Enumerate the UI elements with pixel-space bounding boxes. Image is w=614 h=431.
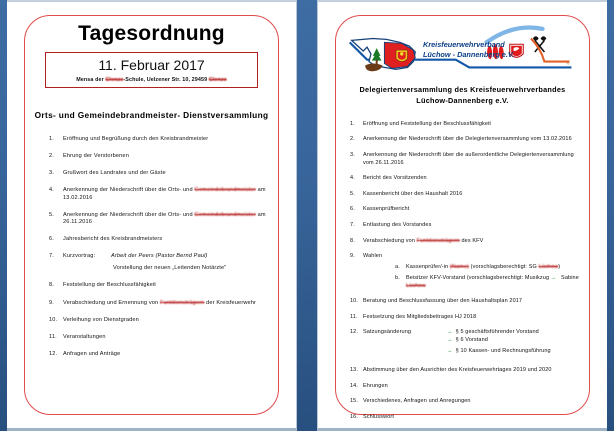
agenda-item	[49, 153, 272, 161]
redacted-text: Funktionsträgern	[160, 299, 205, 306]
agenda-item-text: Anerkennung der Niederschrift über die außerordentliche Delegiertenversammlung vom 26.11.2016	[363, 151, 574, 166]
agenda-item	[350, 206, 583, 214]
agenda-item	[49, 170, 272, 178]
logo-graphic	[342, 20, 583, 82]
agenda-item-text: Anerkennung der Niederschrift über die Delegiertenversammlung vom 13.02.2016	[363, 136, 572, 143]
section-heading: Orts- und Gemeindebrandmeister- Dienstversammlung	[34, 110, 269, 120]
document-page-right[interactable]	[317, 0, 607, 431]
agenda-item-text: Wahlen	[363, 253, 383, 260]
agenda-item-text: Beratung und Beschlussfassung über den Haushaltsplan 2017	[363, 298, 523, 305]
agenda-subitem	[395, 264, 583, 272]
agenda-item-text: Festsetzung des Mitgliedsbeitrages HJ 2018	[363, 313, 477, 320]
agenda-item-text: Schlusswort	[363, 413, 394, 420]
date-box	[45, 52, 258, 88]
arrow-row	[447, 348, 551, 356]
agenda-item	[350, 329, 583, 359]
agenda-item	[350, 136, 583, 144]
logo-line-2: Lüchow - Dannenberg e.V.	[422, 49, 515, 59]
agenda-item	[350, 121, 583, 129]
subitem-text: Beisitzer KFV-Vorstand (vorschlagsberechtigt: Musikzug	[406, 274, 551, 281]
agenda-item-text: Entlastung des Vorstandes	[363, 221, 432, 228]
agenda-item	[49, 317, 272, 325]
agenda-item-label: Satzungsänderung	[363, 329, 412, 336]
agenda-item	[49, 212, 272, 227]
agenda-item	[350, 298, 583, 306]
agenda-sublist	[363, 264, 583, 291]
agenda-item	[49, 300, 272, 308]
subitem-text-post: (vorschlagsberechtigt: SG	[468, 264, 539, 271]
agenda-subitem	[395, 275, 583, 291]
agenda-item-text: Kassenprüfbericht	[363, 206, 410, 213]
agenda-item-text: Anerkennung der Niederschrift über die Orts- und	[63, 211, 195, 218]
arrow-icon: →	[447, 348, 453, 355]
agenda-item-text: Arbeit der Peers (Pastor Bernd Paul)	[111, 253, 208, 260]
agenda-item	[49, 236, 272, 244]
subitem-text: Kassenprüfer/-in	[406, 264, 450, 271]
agenda-item-text: Abstimmung über den Ausrichter des Kreisfeuerwehrtages 2019 und 2020	[363, 367, 552, 374]
arrow-text: § 10 Kassen- und Rechnungsführung	[455, 348, 551, 355]
arrow-text: § 6 Vorstand	[455, 337, 488, 344]
redacted-text: Funktionsträgern	[416, 237, 460, 244]
agenda-item-text: Grußwort des Landrates und der Gäste	[63, 170, 166, 177]
agenda-item-text-post: am 26.11.2016	[63, 211, 266, 226]
agenda-item	[350, 314, 583, 322]
logo-line-1: Kreisfeuerwehrverband	[422, 40, 505, 50]
organization-logo	[342, 20, 583, 82]
agenda-item	[350, 253, 583, 290]
agenda-item-text: Bericht des Vorsitzenden	[363, 175, 427, 182]
agenda-item	[350, 398, 583, 406]
agenda-item	[350, 152, 583, 168]
agenda-item-text: Veranstaltungen	[63, 333, 106, 340]
redacted-text: Lüchow	[538, 264, 559, 271]
arrow-icon: →	[550, 274, 557, 281]
venue-line	[50, 77, 253, 83]
page-title-line-2: Lüchow-Dannenberg e.V.	[416, 96, 509, 106]
agenda-item-label: Kurzvortrag:	[63, 253, 96, 260]
arrow-row	[447, 329, 539, 335]
arrow-group	[447, 329, 551, 359]
redacted-text: Gemeindebrandmeister	[194, 187, 256, 194]
arrow-icon: →	[447, 337, 453, 344]
subitem-text-post: Sabine	[559, 274, 579, 281]
agenda-item-text-post: der Kreisfeuerwehr	[204, 299, 257, 306]
agenda-item-text: Verleihung von Dienstgraden	[63, 316, 139, 323]
agenda-item	[49, 351, 272, 359]
arrow-row	[447, 337, 551, 345]
subitem-text-post2: )	[558, 264, 561, 271]
redacted-text: Gemeindebrandmeister	[194, 211, 256, 218]
agenda-item	[49, 136, 272, 144]
agenda-item-subline: Vorstellung der neuen „Leitenden Notärzte"	[113, 265, 227, 272]
meeting-date: 11. Februar 2017	[98, 57, 205, 73]
agenda-list-left	[31, 136, 272, 358]
arrow-text: § 5 geschäftsführender Vorstand	[455, 329, 539, 336]
agenda-item	[350, 175, 583, 183]
agenda-item-text: Anerkennung der Niederschrift über die Orts- und	[63, 187, 195, 194]
registered-mark: ®	[566, 61, 570, 66]
agenda-list-right	[342, 121, 583, 422]
arrow-icon: →	[447, 329, 453, 336]
venue-redacted-1: Clenze	[105, 77, 124, 83]
page-title: Tagesordnung	[78, 22, 225, 45]
agenda-item-text: Eröffnung und Begrüßung durch den Kreisbrandmeister	[63, 136, 209, 142]
agenda-item-text: Feststellung der Beschlussfähigkeit	[63, 282, 156, 289]
agenda-item-text: Eröffnung und Feststellung der Beschlussfähigkeit	[363, 120, 492, 127]
agenda-item-text: Jahresbericht des Kreisbrandmeisters	[63, 236, 163, 243]
agenda-item	[350, 222, 583, 230]
redacted-text: (Name)	[449, 264, 469, 271]
agenda-item-text: Verabschiedung von	[363, 237, 417, 244]
venue-prefix: Mensa der	[76, 77, 106, 83]
agenda-item	[49, 282, 272, 290]
agenda-item	[350, 191, 583, 199]
document-page-left[interactable]	[7, 0, 297, 431]
page-title-right	[348, 84, 577, 107]
agenda-item-text: Verabschiedung und Ernennung von	[63, 299, 161, 306]
agenda-item	[350, 414, 583, 422]
redacted-text: Lüchow	[406, 282, 426, 289]
agenda-item	[350, 383, 583, 391]
page-title-line-1: Delegiertenversammlung des Kreisfeuerwehrverbandes	[359, 85, 566, 94]
agenda-item	[49, 334, 272, 342]
agenda-item-text-post: am 13.02.2016	[63, 187, 266, 201]
agenda-item-text-post: des KFV	[459, 237, 484, 244]
agenda-item-text: Kassenbericht über den Haushalt 2016	[363, 190, 463, 197]
agenda-item-text: Ehrungen	[363, 382, 388, 389]
agenda-item	[49, 253, 272, 273]
agenda-item-text: Anfragen und Anträge	[63, 350, 121, 357]
agenda-item	[350, 367, 583, 375]
agenda-item-text: Ehrung der Verstorbenen	[63, 153, 129, 160]
venue-redacted-2: Clenze	[208, 77, 227, 83]
agenda-item-text: Verschiedenes, Anfragen und Anregungen	[363, 398, 471, 405]
venue-middle: -Schule, Uelzener Str. 10, 29459	[123, 77, 209, 83]
agenda-item	[350, 238, 583, 246]
agenda-item	[49, 187, 272, 202]
